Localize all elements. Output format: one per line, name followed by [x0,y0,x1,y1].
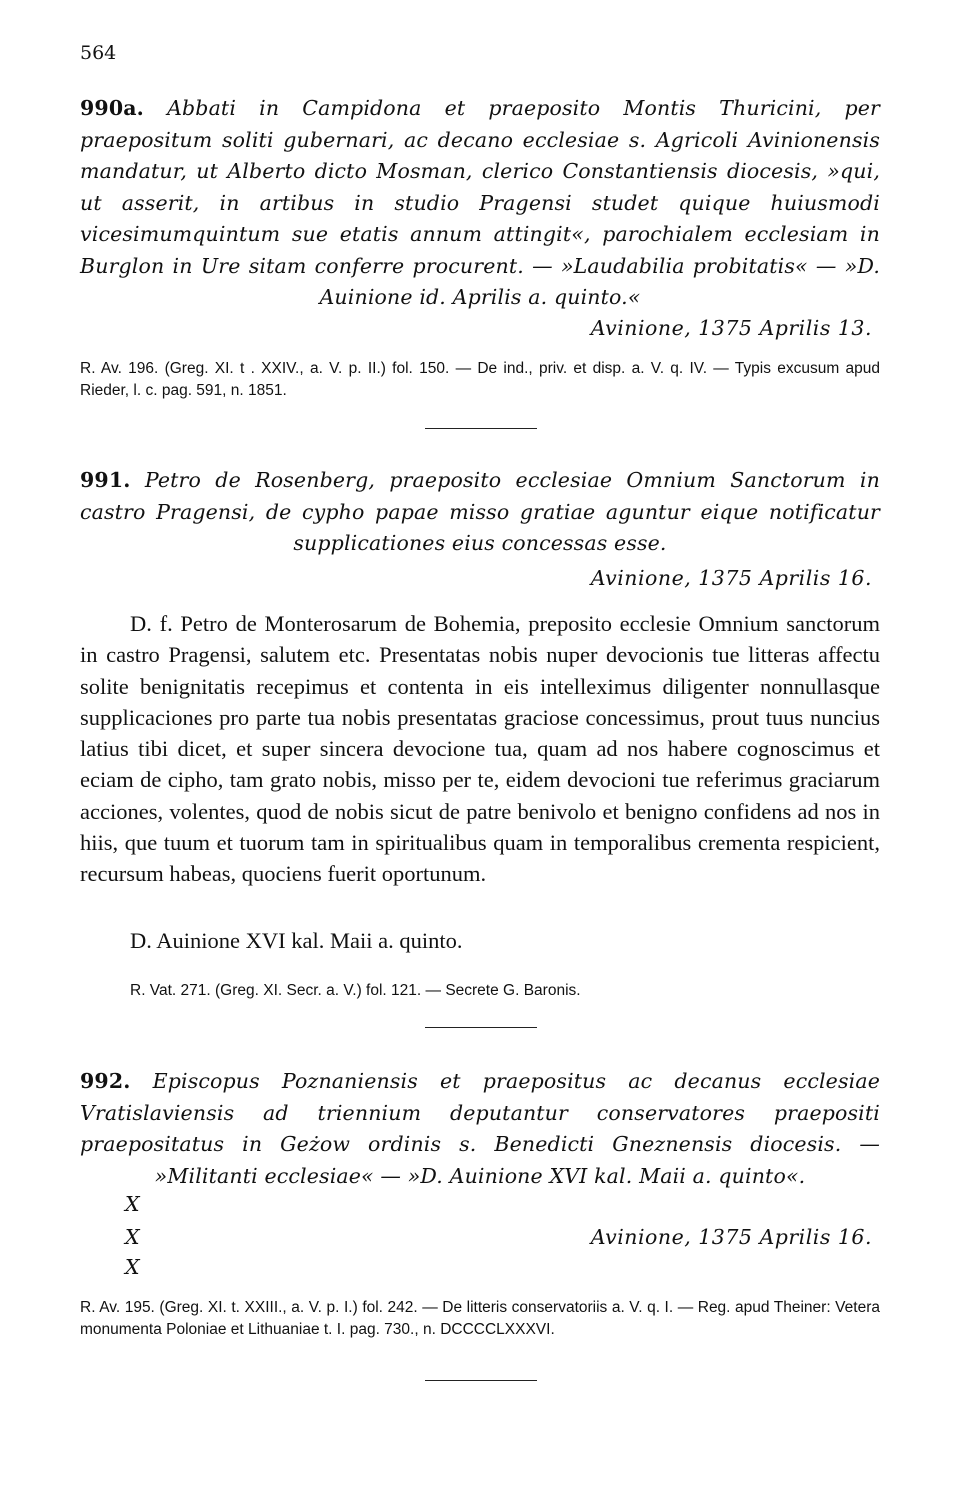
entry-991-place-date: Avinione, 1375 Aprilis 16. [590,566,872,590]
entry-992-source: R. Av. 195. (Greg. XI. t. XXIII., a. V. p. I.) fol. 242. — De litteris conservatoriis a. V. q. I. — Reg. apud Theiner: Vetera monumenta Poloniae et Lithuaniae t. I. pag. 730., n. DCCCCLXXXVI. [80,1299,880,1338]
entry-summary: Episcopus Poznaniensis et praepositus ac decanus ecclesiae Vratislaviensis ad triennium deputantur conservatores praepositi praepositatus in Geżow ordinis s. Benedicti Gneznensis diocesis. — »Militanti ecclesiae« — »D. Auinione XVI kal. Maii a. quinto«. [80,1069,880,1188]
page-number: 564 [80,42,117,64]
entry-992-place-date: Avinione, 1375 Aprilis 16. [590,1225,872,1249]
entry-990a-heading [80,93,880,314]
entry-991-source: R. Vat. 271. (Greg. XI. Secr. a. V.) fol. 121. — Secrete G. Baronis. [130,982,581,999]
section-divider [425,1380,537,1381]
entry-summary: Petro de Rosenberg, praeposito ecclesiae Omnium Sanctorum in castro Pragensi, de cypho papae misso gratiae aguntur eique notificatur supplicationes eius concessas esse. [80,468,880,555]
section-divider [425,1027,537,1028]
entry-number: 990a. [80,96,144,120]
entry-991-heading [80,465,880,560]
entry-992-heading [80,1066,880,1192]
entry-number: 991. [80,468,131,492]
entry-991-letter-text: D. f. Petro de Monterosarum de Bohemia, preposito ecclesie Omnium sanctorum in castro Pragensi, salutem etc. Presentatas nobis nuper devocionis tue litteras affectu solite benignitatis recepimus et contenta in eis intelleximus diligenter nonnullasque supplicaciones pro parte tua nobis presentatas graciose concessimus, prout tuus nuncius latius tibi dicet, et super sincera devocione tua, quam ad nos habere cognoscimus et eciam de cipho, tam grato nobis, misso per te, eidem devocioni tue referimus graciarum acciones, volentes, quod de nobis sicut de patre benivolo et benigno confidens ad nos in hiis, que tuum et tuorum tam in spiritualibus quam in temporalibus crementa respicient, recursum habeas, quociens fuerit oportunum. [80,611,880,887]
entry-number: 992. [80,1069,131,1093]
entry-990a-source: R. Av. 196. (Greg. XI. t . XXIV., a. V. p. II.) fol. 150. — De ind., priv. et disp. a. V. q. IV. — Typis excusum apud Rieder, l. c. pag. 591, n. 1851. [80,360,880,399]
entry-991-dateline: D. Auinione XVI kal. Maii a. quinto. [130,928,463,953]
entry-990a-place-date: Avinione, 1375 Aprilis 13. [590,316,872,340]
x-mark: X [125,1225,140,1249]
entry-summary: Abbati in Campidona et praeposito Montis Thuricini, per praepositum soliti gubernari, ac decano ecclesiae s. Agricoli Avinionensis mandatur, ut Alberto dicto Mosman, clerico Constantiensis diocesis, »qui, ut asserit, in artibus in studio Pragensi studet quique huiusmodi vicesimumquintum sue etatis annum attingit«, parochialem ecclesiam in Burglon in Ure sitam conferre procurent. — »Laudabilia probitatis« — »D. Auinione id. Aprilis a. quinto.« [80,96,880,309]
section-divider [425,428,537,429]
x-mark: X [125,1192,140,1216]
x-mark: X [125,1255,140,1279]
